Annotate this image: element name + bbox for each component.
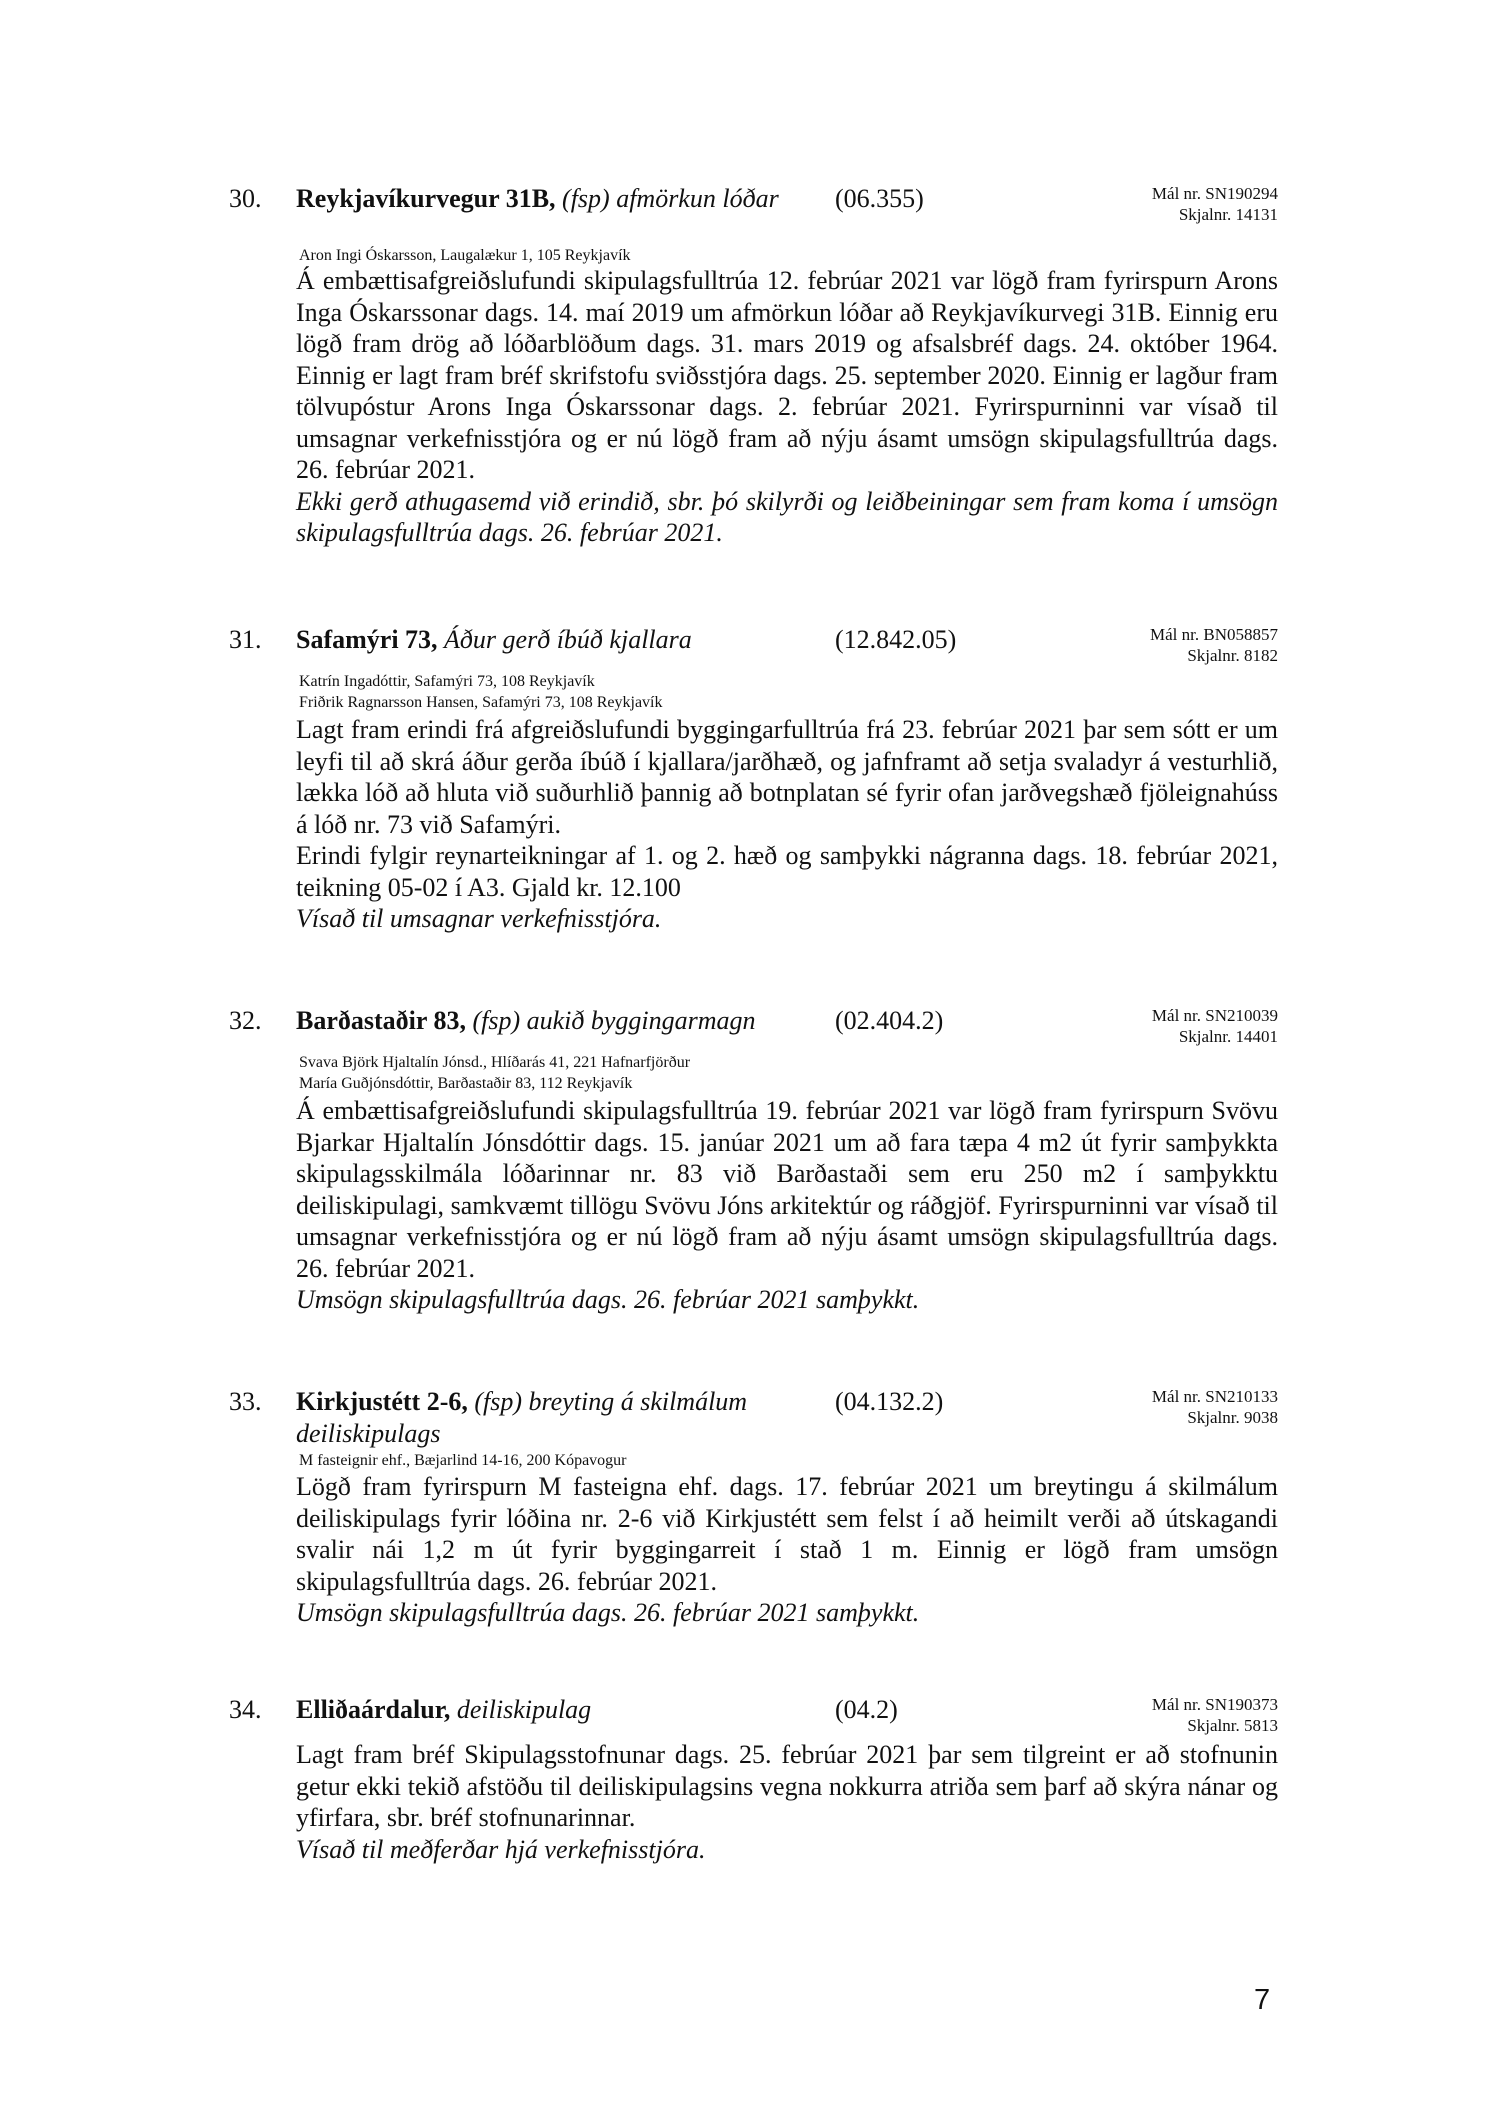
decision: Ekki gerð athugasemd við erindið, sbr. þó skilyrði og leiðbeiningar sem fram koma í umsögn skipulagsfulltrúa dags. 26. febrúar 2021. <box>296 486 1278 547</box>
item-body <box>296 265 1278 549</box>
description-paragraph: Á embættisafgreiðslufundi skipulagsfulltrúa 12. febrúar 2021 var lögð fram fyrirspurn Arons Inga Óskarssonar dags. 14. maí 2019 um afmörkun lóðar að Reykjavíkurvegi 31B. Einnig eru lögð fram drög að lóðarblöðum dags. 31. mars 2019 og afsalsbréf dags. 24. október 1964. Einnig er lagt fram bréf skrifstofu sviðsstjóra dags. 25. september 2020. Einnig er lagður fram tölvupóstur Arons Inga Óskarssonar dags. 2. febrúar 2021. Fyrirspurninni var vísað til umsagnar verkefnisstjóra og er nú lögð fram að nýju ásamt umsögn skipulagsfulltrúa dags. 26. febrúar 2021. <box>296 266 1278 484</box>
item-subject: (fsp) aukið byggingarmagn <box>472 1006 756 1035</box>
applicant: Friðrik Ragnarsson Hansen, Safamýri 73, 108 Reykjavík <box>299 694 663 711</box>
item-number: 31. <box>229 625 262 654</box>
case-reference <box>1028 1386 1278 1428</box>
applicants <box>299 1450 1279 1471</box>
property-name: Barðastaðir 83, <box>296 1006 466 1035</box>
property-name: Elliðaárdalur, <box>296 1695 451 1724</box>
land-code: (02.404.2) <box>835 1006 944 1035</box>
decision: Umsögn skipulagsfulltrúa dags. 26. febrúar 2021 samþykkt. <box>296 1285 920 1314</box>
document-number: Skjalnr. 14401 <box>1178 1027 1278 1046</box>
item-body <box>296 714 1278 935</box>
applicants <box>299 671 1279 713</box>
item-subject: (fsp) breyting á skilmálum deiliskipulags <box>296 1387 748 1448</box>
item-title <box>296 624 836 656</box>
case-reference <box>1028 183 1278 225</box>
applicant: María Guðjónsdóttir, Barðastaðir 83, 112 Reykjavík <box>299 1075 633 1092</box>
case-number: Mál nr. SN210039 <box>1151 1006 1278 1025</box>
case-number: Mál nr. BN058857 <box>1150 625 1278 644</box>
description-paragraph: Á embættisafgreiðslufundi skipulagsfulltrúa 19. febrúar 2021 var lögð fram fyrirspurn Svövu Bjarkar Hjaltalín Jónsdóttir dags. 15. janúar 2021 um að fara tæpa 4 m2 út fyrir samþykkta skipulagsskilmála lóðarinnar nr. 83 við Barðastaði sem eru 250 m2 í samþykktu deiliskipulagi, samkvæmt tillögu Svövu Jóns arkitektúr og ráðgjöf. Fyrirspurninni var vísað til umsagnar verkefnisstjóra og er nú lögð fram að nýju ásamt umsögn skipulagsfulltrúa dags. 26. febrúar 2021. <box>296 1096 1278 1283</box>
document-number: Skjalnr. 5813 <box>1187 1716 1278 1735</box>
item-subject: deiliskipulag <box>456 1695 592 1724</box>
item-title <box>296 183 796 215</box>
description-paragraph: Erindi fylgir reynarteikningar af 1. og 2. hæð og samþykki nágranna dags. 18. febrúar 2021, teikning 05-02 í A3. Gjald kr. 12.100 <box>296 841 1278 902</box>
applicant: Svava Björk Hjaltalín Jónsd., Hlíðarás 41, 221 Hafnarfjörður <box>299 1054 691 1071</box>
item-body <box>296 1739 1278 1865</box>
property-name: Safamýri 73, <box>296 625 438 654</box>
applicant: Katrín Ingadóttir, Safamýri 73, 108 Reykjavík <box>299 673 595 690</box>
page-number: 7 <box>1254 1984 1271 2016</box>
document-number: Skjalnr. 8182 <box>1187 646 1278 665</box>
item-subject: (fsp) afmörkun lóðar <box>562 184 779 213</box>
description-paragraph: Lagt fram bréf Skipulagsstofnunar dags. 25. febrúar 2021 þar sem tilgreint er að stofnunin getur ekki tekið afstöðu til deiliskipulagsins vegna nokkurra atriða sem þarf að skýra nánar og yfirfara, sbr. bréf stofnunarinnar. <box>296 1740 1278 1832</box>
land-code: (06.355) <box>835 184 924 213</box>
item-number: 33. <box>229 1387 262 1416</box>
item-title <box>296 1005 836 1037</box>
item-number: 30. <box>229 184 262 213</box>
decision: Vísað til meðferðar hjá verkefnisstjóra. <box>296 1834 706 1864</box>
case-number: Mál nr. SN190294 <box>1151 184 1278 203</box>
property-name: Reykjavíkurvegur 31B, <box>296 184 556 213</box>
description-paragraph: Lagt fram erindi frá afgreiðslufundi byggingarfulltrúa frá 23. febrúar 2021 þar sem sótt er um leyfi til að skrá áður gerða íbúð í kjallara/jarðhæð, og jafnframt að setja svaladyr á vesturhlið, lækka lóð að hluta við suðurhlið þannig að botnplatan sé fyrir ofan jarðvegshæð fjöleignahúss á lóð nr. 73 við Safamýri. <box>296 715 1278 839</box>
land-code: (04.132.2) <box>835 1387 944 1416</box>
land-code: (12.842.05) <box>835 625 957 654</box>
item-title <box>296 1386 816 1450</box>
property-name: Kirkjustétt 2-6, <box>296 1387 468 1416</box>
decision: Umsögn skipulagsfulltrúa dags. 26. febrúar 2021 samþykkt. <box>296 1598 920 1627</box>
case-number: Mál nr. SN210133 <box>1151 1387 1278 1406</box>
document-number: Skjalnr. 9038 <box>1187 1408 1278 1427</box>
item-title <box>296 1694 836 1726</box>
applicants <box>299 245 1279 266</box>
item-subject: Áður gerð íbúð kjallara <box>444 625 692 654</box>
document-number: Skjalnr. 14131 <box>1178 205 1278 224</box>
description-paragraph: Lögð fram fyrirspurn M fasteigna ehf. dags. 17. febrúar 2021 um breytingu á skilmálum deiliskipulags fyrir lóðina nr. 2-6 við Kirkjustétt sem felst í að heimilt verði að útskagandi svalir nái 1,2 m út fyrir byggingarreit í stað 1 m. Einnig er lögð fram umsögn skipulagsfulltrúa dags. 26. febrúar 2021. <box>296 1472 1278 1596</box>
item-number: 34. <box>229 1695 262 1724</box>
case-reference <box>1028 624 1278 666</box>
land-code: (04.2) <box>835 1695 898 1724</box>
applicant: Aron Ingi Óskarsson, Laugalækur 1, 105 Reykjavík <box>299 247 631 264</box>
applicants <box>299 1052 1279 1094</box>
decision: Vísað til umsagnar verkefnisstjóra. <box>296 904 662 933</box>
case-reference <box>1028 1005 1278 1047</box>
item-body <box>296 1471 1278 1629</box>
case-number: Mál nr. SN190373 <box>1151 1695 1278 1714</box>
item-body <box>296 1095 1278 1316</box>
applicant: M fasteignir ehf., Bæjarlind 14-16, 200 Kópavogur <box>299 1452 627 1469</box>
case-reference <box>1028 1694 1278 1736</box>
item-number: 32. <box>229 1006 262 1035</box>
